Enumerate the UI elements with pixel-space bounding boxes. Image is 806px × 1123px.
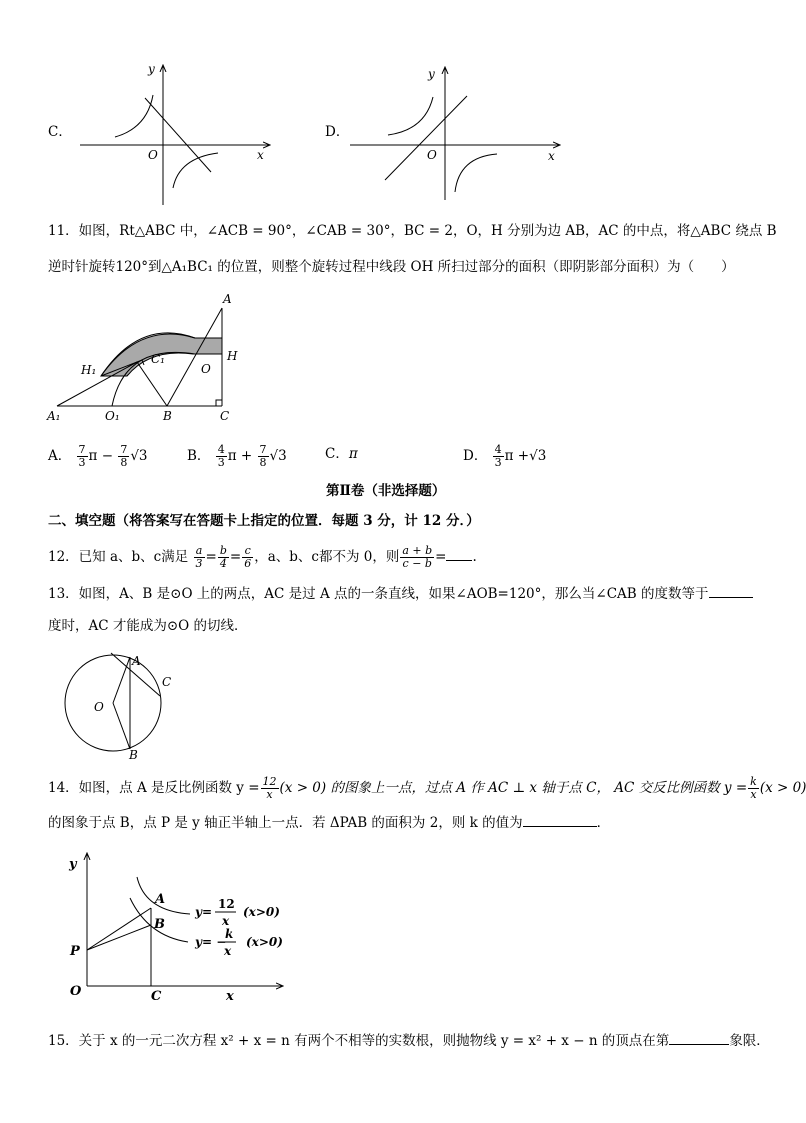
svg-text:(x>0): (x>0): [243, 905, 280, 919]
q11-line1: 11．如图，Rt△ABC 中，∠ACB = 90°，∠CAB = 30°，BC = 2，O，H 分别为边 AB，AC 的中点，将△ABC 绕点 B: [48, 223, 777, 239]
svg-text:B: B: [129, 748, 138, 762]
q14-line1: 14．如图，点 A 是反比例函数 y = $\frac{12}{x}$ (x > 0) 的图象上一点，过点 A 作 AC ⊥ x 轴于点 C， AC 交反比例函数 y = $\frac{k}{x}$ (x > 0): [48, 775, 806, 801]
svg-text:B: B: [163, 409, 172, 423]
graph-option-c: [75, 60, 275, 210]
svg-text:C: C: [162, 675, 172, 689]
svg-text:B: B: [154, 917, 165, 932]
svg-text:y= −: y= −: [195, 935, 227, 949]
svg-text:(x>0): (x>0): [246, 935, 283, 949]
q11-choice-a[interactable]: A． $\frac{7}{3}$ π − $\frac{7}{8}$ √3: [48, 443, 148, 469]
line-graph: [385, 96, 467, 180]
svg-text:x: x: [226, 989, 234, 1004]
q14-answer-blank[interactable]: [523, 826, 597, 827]
svg-text:O: O: [70, 984, 82, 999]
origin-label: O: [427, 148, 437, 162]
svg-text:H₁: H₁: [81, 363, 97, 377]
svg-text:A: A: [132, 654, 141, 668]
section2-heading: 二、填空题（将答案写在答题卡上指定的位置．每题 3 分，计 12 分．）: [48, 513, 480, 529]
q11-choice-b[interactable]: B． $\frac{4}{3}$ π + $\frac{7}{8}$ √3: [187, 443, 287, 469]
svg-text:A: A: [223, 292, 232, 306]
origin-label: O: [148, 148, 158, 162]
q13-line2: 度时，AC 才能成为⊙O 的切线．: [48, 618, 248, 634]
q12: 12．已知 a、b、c满足 $\frac{a}{3}$ = $\frac{b}{4}$ = $\frac{c}{6}$ ，a、b、c都不为 0，则 $\frac{a + b}{c - b}$ = .: [48, 544, 477, 570]
option-d-label[interactable]: D．: [325, 124, 350, 140]
svg-text:P: P: [70, 944, 80, 959]
q11-line2: 逆时针旋转120°到△A₁BC₁ 的位置，则整个旋转过程中线段 OH 所扫过部分的面积（即阴影部分面积）为（ ）: [48, 259, 735, 275]
q11-choice-d[interactable]: D． $\frac{4}{3}$ π +√3: [463, 443, 547, 469]
svg-text:y: y: [69, 857, 77, 872]
x-label: x: [548, 149, 555, 163]
svg-text:O: O: [94, 700, 104, 714]
q15-answer-blank[interactable]: [669, 1044, 729, 1045]
graph-option-d: [345, 62, 565, 202]
q13-answer-blank[interactable]: [709, 597, 753, 598]
svg-text:O₁: O₁: [105, 409, 120, 423]
svg-text:C: C: [220, 409, 230, 423]
option-c-label[interactable]: C．: [48, 124, 72, 140]
svg-text:x: x: [224, 944, 232, 958]
hyperbola-branch-right: [455, 154, 497, 192]
hyperbola-branch-left: [388, 97, 433, 135]
q15: 15．关于 x 的一元二次方程 x² + x = n 有两个不相等的实数根，则抛物线 y = x² + x − n 的顶点在第 象限．: [48, 1033, 770, 1049]
svg-text:12: 12: [218, 897, 235, 911]
q12-answer-blank[interactable]: [446, 560, 472, 561]
q14-figure: [60, 848, 290, 1010]
q11-choice-c[interactable]: C．π: [325, 446, 358, 462]
y-label: y: [428, 67, 435, 81]
svg-text:H: H: [227, 349, 238, 363]
svg-text:k: k: [225, 927, 234, 941]
y-label: y: [148, 62, 155, 76]
q14-line2: 的图象于点 B，点 P 是 y 轴正半轴上一点．若 ΔPAB 的面积为 2，则 k 的值为 ．: [48, 815, 611, 831]
svg-text:O: O: [201, 362, 211, 376]
svg-text:A: A: [155, 892, 166, 907]
x-label: x: [257, 148, 264, 162]
svg-text:C: C: [151, 989, 162, 1004]
svg-text:C₁: C₁: [151, 352, 165, 366]
section2-title: 第Ⅱ卷（非选择题）: [326, 483, 446, 499]
svg-text:A₁: A₁: [47, 409, 61, 423]
svg-text:y=: y=: [195, 905, 213, 919]
svg-text:x: x: [222, 914, 230, 928]
q13-figure: [45, 648, 195, 760]
q11-figure: [45, 288, 255, 423]
hyperbola-branch-right: [173, 153, 218, 188]
q13-line1: 13．如图，A、B 是⊙O 上的两点，AC 是过 A 点的一条直线，如果∠AOB=120°，那么当∠CAB 的度数等于: [48, 584, 753, 604]
